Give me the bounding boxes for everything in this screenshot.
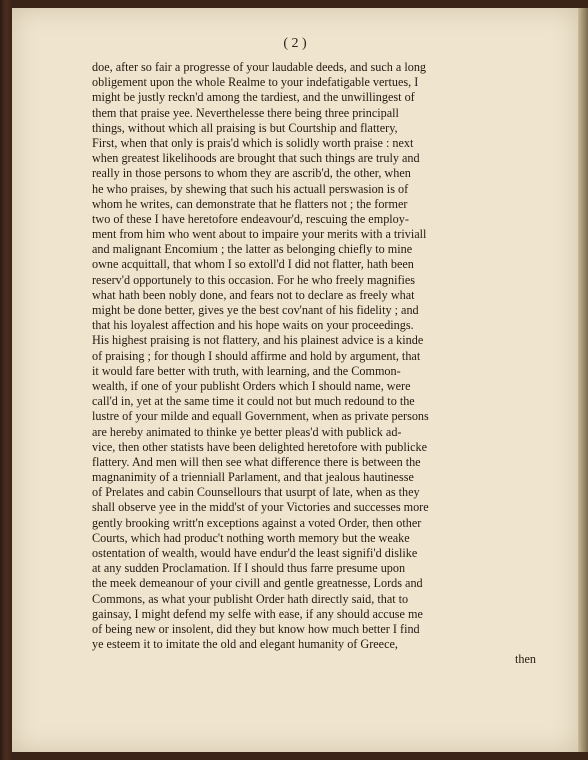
text-line: lustre of your milde and equall Government, when as private persons xyxy=(92,409,429,424)
text-line: magnanimity of a trienniall Parlament, and that jealous hautinesse xyxy=(92,470,414,485)
catchword: then xyxy=(515,652,536,667)
text-line: ment from him who went about to impaire your merits with a triviall xyxy=(92,227,427,242)
text-line: them that praise yee. Neverthelesse there being three principall xyxy=(92,105,399,120)
text-line: flattery. And men will then see what difference there is between the xyxy=(92,454,421,469)
text-line: of praising ; for though I should affirme and hold by argument, that xyxy=(92,348,421,363)
text-line: the meek demeanour of your civill and gentle greatnesse, Lords and xyxy=(92,576,423,591)
text-line: Commons, as what your publisht Order hath directly said, that to xyxy=(92,591,409,606)
text-line: whom he writes, can demonstrate that he flatters not ; the former xyxy=(92,196,408,211)
text-line: of Prelates and cabin Counsellours that usurpt of late, when as they xyxy=(92,485,420,500)
page-number: ( 2 ) xyxy=(283,36,307,51)
text-line: really in those persons to whom they are ascrib'd, the other, when xyxy=(92,166,411,181)
text-line: are hereby animated to thinke ye better pleas'd with publick ad- xyxy=(92,424,402,439)
text-line: might be done better, gives ye the best cov'nant of his fidelity ; and xyxy=(92,303,419,317)
text-line: shall observe yee in the midd'st of your Victories and successes more xyxy=(92,500,429,515)
text-line: and malignant Encomium ; the latter as belonging chiefly to mine xyxy=(92,242,413,257)
text-line: might be justly reckn'd among the tardiest, and the unwillingest of xyxy=(92,90,415,105)
text-line: vice, then other statists have been delighted heretofore with publicke xyxy=(92,439,428,454)
text-line: it would fare better with truth, with learning, and the Common- xyxy=(92,363,401,378)
text-line: what hath been nobly done, and fears not to declare as freely what xyxy=(92,287,415,302)
text-line: wealth, if one of your publisht Orders which I should name, were xyxy=(92,378,411,393)
text-line: doe, after so fair a progresse of your laudable deeds, and such a long xyxy=(92,60,427,74)
text-line: ostentation of wealth, would have endur'd the least signifi'd dislike xyxy=(92,546,418,560)
text-line: obligement upon the whole Realme to your indefatigable vertues, I xyxy=(92,75,419,90)
text-line: call'd in, yet at the same time it could not but much redound to the xyxy=(92,394,415,409)
page-edge xyxy=(578,8,588,752)
text-line: two of these I have heretofore endeavour'd, rescuing the employ- xyxy=(92,211,409,226)
text-line: gently brooking writt'n exceptions against a voted Order, then other xyxy=(92,515,422,530)
book-page xyxy=(12,8,578,752)
text-line: First, when that only is prais'd which is solidly worth praise : next xyxy=(92,135,414,150)
text-line: at any sudden Proclamation. If I should thus farre presume upon xyxy=(92,561,406,576)
text-line: His highest praising is not flattery, and his plainest advice is a kinde xyxy=(92,333,424,348)
text-line: Courts, which had produc't nothing worth memory but the weake xyxy=(92,530,410,545)
page-text xyxy=(92,60,536,668)
text-line: gainsay, I might defend my selfe with ease, if any should accuse me xyxy=(92,606,423,621)
text-line: things, without which all praising is but Courtship and flattery, xyxy=(92,120,398,135)
text-line: owne acquittall, that whom I so extoll'd I did not flatter, hath been xyxy=(92,257,414,272)
text-line: he who praises, by shewing that such his actuall perswasion is of xyxy=(92,181,409,196)
text-line: when greatest likelihoods are brought that such things are truly and xyxy=(92,151,420,166)
text-line: that his loyalest affection and his hope waits on your proceedings. xyxy=(92,318,414,333)
text-line: reserv'd opportunely to this occasion. For he who freely magnifies xyxy=(92,272,416,287)
text-line: ye esteem it to imitate the old and elegant humanity of Greece, xyxy=(92,637,398,652)
text-line: of being new or insolent, did they but know how much better I find xyxy=(92,621,420,636)
